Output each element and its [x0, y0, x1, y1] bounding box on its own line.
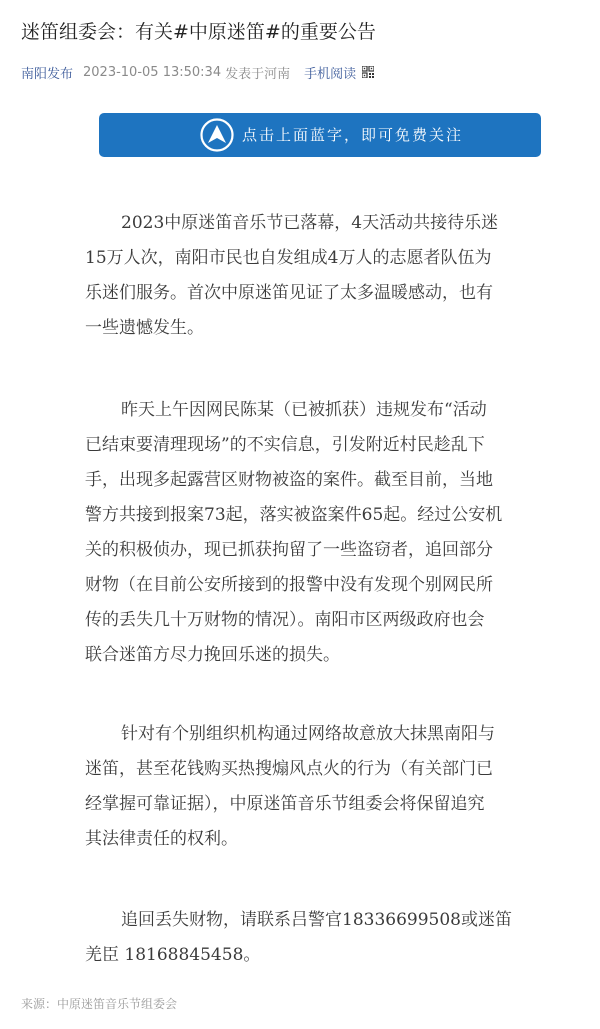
source-account-link[interactable]: 南阳发布: [21, 66, 74, 82]
article-title: 迷笛组委会：有关#中原迷笛#的重要公告: [21, 21, 376, 43]
paragraph-2-line-3: 手，出现多起露营区财物被盗的案件。截至目前，当地: [85, 470, 493, 490]
paragraph-1-line-2: 15万人次，南阳市民也自发组成4万人的志愿者队伍为: [85, 248, 492, 268]
paragraph-3-line-2: 迷笛，甚至花钱购买热搜煽风点火的行为（有关部门已: [85, 759, 493, 779]
mobile-read-link[interactable]: 手机阅读: [304, 66, 357, 82]
publish-timestamp: 2023-10-05 13:50:34: [83, 64, 222, 80]
qr-code-icon[interactable]: [362, 66, 374, 78]
paragraph-2-line-1: 昨天上午因网民陈某（已被抓获）违规发布“活动: [121, 400, 487, 420]
paragraph-2-line-2: 已结束要清理现场”的不实信息，引发附近村民趁乱下: [85, 435, 485, 455]
paragraph-2-line-8: 联合迷笛方尽力挽回乐迷的损失。: [85, 645, 340, 665]
paragraph-2-line-7: 传的丢失几十万财物的情况）。南阳市区两级政府也会: [85, 610, 485, 630]
article-source-line: 来源：中原迷笛音乐节组委会: [21, 997, 178, 1011]
paragraph-1-line-3: 乐迷们服务。首次中原迷笛见证了太多温暖感动，也有: [85, 283, 493, 303]
paragraph-3-line-1: 针对有个别组织机构通过网络故意放大抹黑南阳与: [121, 724, 495, 744]
article-paragraph-2: [85, 393, 565, 673]
paragraph-3-line-3: 经掌握可靠证据），中原迷笛音乐节组委会将保留追究: [85, 794, 485, 814]
paragraph-4-line-2: 羌臣 18168845458。: [85, 945, 261, 965]
publish-location: 发表于河南: [225, 66, 291, 82]
article-meta: [21, 61, 374, 83]
article-paragraph-3: [85, 717, 565, 857]
follow-banner-text: 点击上面蓝字，即可免费关注: [242, 126, 464, 144]
paragraph-2-line-4: 警方共接到报案73起，落实被盗案件65起。经过公安机: [85, 505, 503, 525]
paragraph-1-line-4: 一些遗憾发生。: [85, 318, 204, 338]
paragraph-2-line-6: 财物（在目前公安所接到的报警中没有发现个别网民所: [85, 575, 493, 595]
paragraph-1-line-1: 2023中原迷笛音乐节已落幕，4天活动共接待乐迷: [121, 213, 499, 233]
paragraph-3-line-4: 其法律责任的权利。: [85, 829, 238, 849]
follow-banner[interactable]: [99, 113, 541, 157]
paragraph-4-line-1: 追回丢失财物，请联系吕警官18336699508或迷笛: [121, 910, 512, 930]
arrow-up-circle-icon: [200, 118, 234, 152]
article-paragraph-4: [85, 903, 565, 973]
paragraph-2-line-5: 关的积极侦办，现已抓获拘留了一些盗窃者，追回部分: [85, 540, 493, 560]
article-paragraph-1: [85, 206, 565, 346]
